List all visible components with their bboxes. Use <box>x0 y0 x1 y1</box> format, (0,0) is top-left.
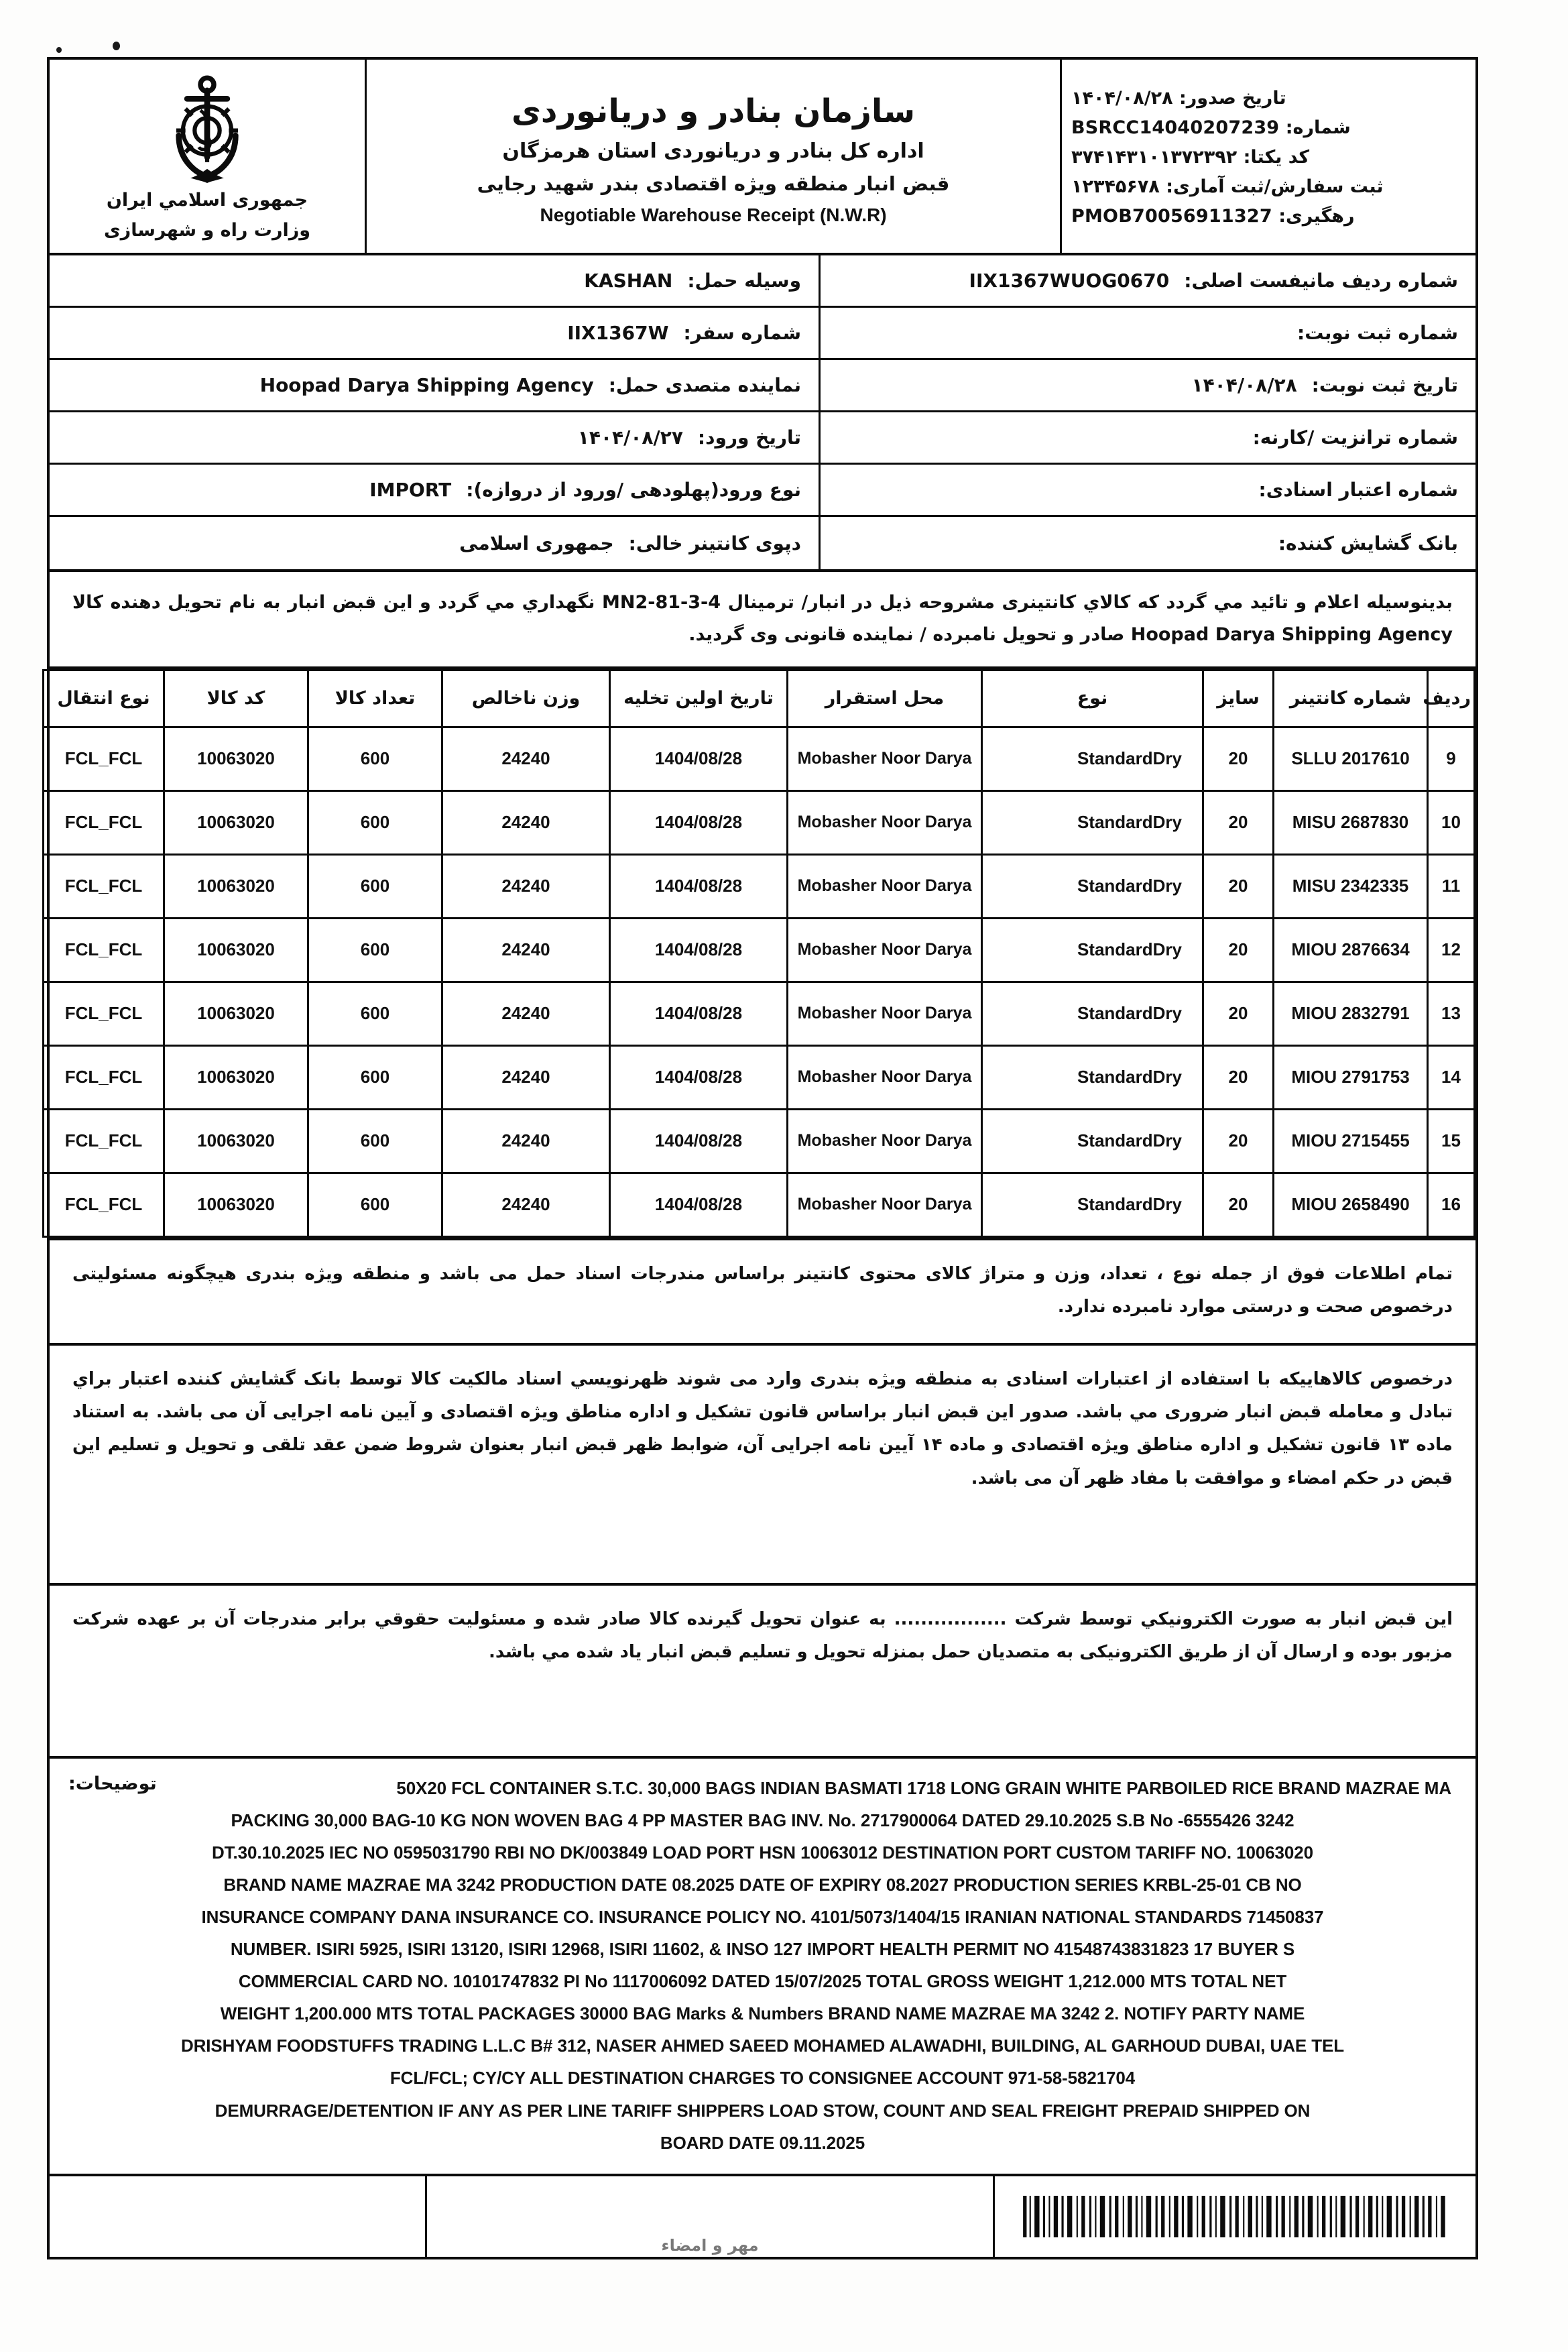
header-reference-block <box>1060 60 1475 253</box>
carrier-agent-value: Hoopad Darya Shipping Agency <box>259 374 594 397</box>
transit-carnet-number-field <box>821 412 1475 465</box>
shipment-info-grid <box>50 255 1475 572</box>
manifest-row-number-value: IIX1367WUOG0670 <box>969 270 1170 292</box>
ministry-country-label: جمهوری اسلامي ایران <box>106 190 308 211</box>
col-header-quantity: تعداد کالا <box>308 670 442 727</box>
issue-date-value: ۱۴۰۴/۰۸/۲۸ <box>1071 87 1173 109</box>
cell-transfer-type: FCL_FCL <box>44 727 164 790</box>
info-column-left <box>819 255 1475 569</box>
remarks-line: FCL/FCL; CY/CY ALL DESTINATION CHARGES TO CONSIGNEE ACCOUNT 971-58-5821704 <box>389 2068 1136 2089</box>
cell-goods-code: 10063020 <box>164 982 308 1045</box>
cell-container-number: MIOU 2832791 <box>1274 982 1428 1045</box>
document-header <box>50 60 1475 255</box>
cell-gross-weight: 24240 <box>442 982 610 1045</box>
cell-first-discharge-date: 1404/08/28 <box>610 727 788 790</box>
col-header-container-number: شماره کانتینر <box>1274 670 1428 727</box>
empty-container-depot-label: دپوی کانتینر خالی: <box>628 532 801 554</box>
cell-location: Mobasher Noor Darya <box>788 1173 982 1236</box>
cell-goods-code: 10063020 <box>164 854 308 918</box>
receipt-number-value: BSRCC14040207239 <box>1071 117 1280 138</box>
cell-transfer-type: FCL_FCL <box>44 1173 164 1236</box>
scan-speck <box>113 42 120 50</box>
cell-type: StandardDry <box>982 1109 1203 1173</box>
barcode-cell <box>993 2176 1475 2257</box>
footer-middle-cell <box>425 2174 993 2259</box>
issuing-bank-label: بانک گشایش کننده: <box>1278 532 1458 554</box>
cell-goods-code: 10063020 <box>164 790 308 854</box>
declaration-paragraph <box>50 572 1475 669</box>
letter-of-credit-number-field <box>821 465 1475 517</box>
cell-transfer-type: FCL_FCL <box>44 918 164 982</box>
voyage-number-label: شماره سفر: <box>683 322 801 345</box>
cell-size: 20 <box>1203 854 1274 918</box>
remarks-line: NUMBER. ISIRI 5925, ISIRI 13120, ISIRI 12968, ISIRI 11602, & INSO 127 IMPORT HEALTH PERMIT NO 41548743831823 17 BUYER S <box>230 1939 1295 1960</box>
col-header-size: سایز <box>1203 670 1274 727</box>
vessel-label: وسیله حمل: <box>687 270 801 292</box>
cell-quantity: 600 <box>308 727 442 790</box>
cell-gross-weight: 24240 <box>442 790 610 854</box>
cell-size: 20 <box>1203 982 1274 1045</box>
remarks-line: INSURANCE COMPANY DANA INSURANCE CO. INSURANCE POLICY NO. 4101/5073/1404/15 IRANIAN NATIONAL STANDARDS 71450837 <box>201 1906 1324 1927</box>
manifest-row-number-field <box>821 255 1475 308</box>
cell-goods-code: 10063020 <box>164 727 308 790</box>
delivering-agency-name: Hoopad Darya Shipping Agency <box>1130 624 1453 645</box>
entry-type-label: نوع ورود(پهلودهی /ورود از دروازه): <box>466 479 801 502</box>
remarks-line: BRAND NAME MAZRAE MA 3242 PRODUCTION DATE 08.2025 DATE OF EXPIRY 08.2027 PRODUCTION SERIES KRBL-25-01 CB NO <box>223 1874 1302 1895</box>
declaration-part2: نگهداري مي گردد و این قبض انبار به نام تحویل دهنده کالا <box>72 592 595 613</box>
cell-container-number: MISU 2342335 <box>1274 854 1428 918</box>
cell-size: 20 <box>1203 1173 1274 1236</box>
cell-goods-code: 10063020 <box>164 1173 308 1236</box>
cell-container-number: MIOU 2715455 <box>1274 1109 1428 1173</box>
order-registration-label: ثبت سفارش/ثبت آماری: <box>1166 176 1384 197</box>
table-row <box>44 790 1475 854</box>
cell-size: 20 <box>1203 790 1274 854</box>
letter-of-credit-number-label: شماره اعتبار اسنادی: <box>1258 479 1458 502</box>
col-header-row-index: ردیف <box>1428 670 1475 727</box>
container-table <box>42 669 1475 1238</box>
cell-gross-weight: 24240 <box>442 727 610 790</box>
cell-transfer-type: FCL_FCL <box>44 854 164 918</box>
unique-code-label: کد یکتا: <box>1243 146 1310 168</box>
cell-transfer-type: FCL_FCL <box>44 982 164 1045</box>
cell-first-discharge-date: 1404/08/28 <box>610 918 788 982</box>
cell-gross-weight: 24240 <box>442 1173 610 1236</box>
anchor-ships-wheel-emblem-icon <box>157 70 257 183</box>
cell-gross-weight: 24240 <box>442 1109 610 1173</box>
table-row <box>44 1045 1475 1109</box>
entry-type-field <box>50 465 819 517</box>
issue-date-label: تاریخ صدور: <box>1179 87 1286 109</box>
cell-first-discharge-date: 1404/08/28 <box>610 982 788 1045</box>
order-registration-line <box>1071 176 1458 197</box>
cell-quantity: 600 <box>308 1045 442 1109</box>
arrival-date-field <box>50 412 819 465</box>
cell-location: Mobasher Noor Darya <box>788 918 982 982</box>
remarks-body <box>68 1772 1457 2159</box>
document-footer <box>50 2174 1475 2257</box>
cell-quantity: 600 <box>308 790 442 854</box>
table-row <box>44 854 1475 918</box>
table-header-row <box>44 670 1475 727</box>
arrival-date-label: تاریخ ورود: <box>697 426 801 449</box>
cell-quantity: 600 <box>308 854 442 918</box>
arrival-date-value: ۱۴۰۴/۰۸/۲۷ <box>577 426 683 449</box>
remarks-line: 50X20 FCL CONTAINER S.T.C. 30,000 BAGS INDIAN BASMATI 1718 LONG GRAIN WHITE PARBOILED RICE BRAND MAZRAE MA <box>396 1777 1451 1798</box>
receipt-sheet <box>47 57 1478 2259</box>
cell-location: Mobasher Noor Darya <box>788 854 982 918</box>
cell-location: Mobasher Noor Darya <box>788 790 982 854</box>
cell-quantity: 600 <box>308 1109 442 1173</box>
manifest-row-number-label: شماره ردیف مانیفست اصلی: <box>1184 270 1458 292</box>
transit-carnet-number-label: شماره ترانزیت /کارنه: <box>1252 426 1458 449</box>
disclaimer-note-3: این قبض انبار به صورت الکترونیکي توسط شرکت ................. به عنوان تحویل گیرنده کالا صادر شده و مسئولیت حقوقي برابر مندرجات آن بر عهده شرکت مزبور بوده و ارسال آن از طریق الکترونیکی به متصدیان حمل بمنزله تحویل و تسلیم قبض انبار یاد شده مي باشد. <box>50 1583 1475 1756</box>
cell-type: StandardDry <box>982 854 1203 918</box>
col-header-gross-weight: وزن ناخالص <box>442 670 610 727</box>
turn-registration-date-value: ۱۴۰۴/۰۸/۲۸ <box>1191 374 1297 397</box>
issue-date-line <box>1071 88 1458 109</box>
turn-registration-number-field <box>821 308 1475 360</box>
cell-gross-weight: 24240 <box>442 1045 610 1109</box>
page-title: سازمان بنادر و دریانوردی <box>511 92 916 130</box>
title-english: Negotiable Warehouse Receipt (N.W.R) <box>540 204 887 225</box>
table-row <box>44 1173 1475 1236</box>
disclaimer-note-2: درخصوص کالاهاییکه با استفاده از اعتبارات اسنادی به منطقه ویژه بندری وارد می شوند ظهرنویسي اسناد مالکیت کالا توسط بانک گشایش کننده اعتبار براي تبادل و معامله قبض انبار ضروری مي باشد. صدور این قبض انبار براساس قانون تشکیل و اداره مناطق ویژه اقتصادی و آیین نامه اجرایی آن می باشد. به استناد ماده ۱۳ قانون تشکیل و اداره مناطق ویژه اقتصادی و ماده ۱۴ آیین نامه اجرایی آن، ضوابط ظهر قبض انبار بعنوان شروط ضمن عقد تلقی و تحویل و تسلیم این قبض در حکم امضاء و موافقت با مفاد ظهر آن می باشد. <box>50 1343 1475 1583</box>
empty-container-depot-field <box>50 517 819 569</box>
cell-type: StandardDry <box>982 982 1203 1045</box>
barcode-icon <box>1022 2196 1449 2237</box>
tracking-label: رهگیری: <box>1278 205 1355 227</box>
cell-first-discharge-date: 1404/08/28 <box>610 790 788 854</box>
cell-goods-code: 10063020 <box>164 1045 308 1109</box>
unique-code-value: ۳۷۴۱۴۳۱۰۱۳۷۲۳۹۲ <box>1071 146 1238 168</box>
turn-registration-date-field <box>821 360 1475 412</box>
scan-speck <box>56 47 62 53</box>
cell-first-discharge-date: 1404/08/28 <box>610 1109 788 1173</box>
cell-gross-weight: 24240 <box>442 854 610 918</box>
carrier-agent-label: نماینده متصدی حمل: <box>608 374 801 397</box>
header-emblem-block <box>50 60 365 253</box>
info-column-right <box>50 255 819 569</box>
ministry-name-label: وزارت راه و شهرسازی <box>103 220 311 241</box>
table-row <box>44 1109 1475 1173</box>
col-header-transfer-type: نوع انتقال <box>44 670 164 727</box>
voyage-number-value: IIX1367W <box>567 322 669 345</box>
cell-size: 20 <box>1203 918 1274 982</box>
cell-goods-code: 10063020 <box>164 1109 308 1173</box>
cell-container-number: SLLU 2017610 <box>1274 727 1428 790</box>
cell-quantity: 600 <box>308 1173 442 1236</box>
voyage-number-field <box>50 308 819 360</box>
turn-registration-number-label: شماره ثبت نوبت: <box>1297 322 1458 345</box>
remarks-line: DEMURRAGE/DETENTION IF ANY AS PER LINE TARIFF SHIPPERS LOAD STOW, COUNT AND SEAL FREIGHT PREPAID SHIPPED ON <box>215 2100 1311 2121</box>
col-header-first-discharge-date: تاریخ اولین تخلیه <box>610 670 788 727</box>
turn-registration-date-label: تاریخ ثبت نوبت: <box>1311 374 1458 397</box>
cell-transfer-type: FCL_FCL <box>44 1109 164 1173</box>
footer-right-cell <box>50 2174 425 2259</box>
receipt-number-label: شماره: <box>1285 117 1351 138</box>
table-row <box>44 918 1475 982</box>
declaration-part3: صادر و تحویل نامبرده / نماینده قانونی وی گردید. <box>688 624 1125 645</box>
cell-size: 20 <box>1203 727 1274 790</box>
remarks-line: WEIGHT 1,200.000 MTS TOTAL PACKAGES 30000 BAG Marks & Numbers BRAND NAME MAZRAE MA 3242 2. NOTIFY PARTY NAME <box>220 2003 1305 2024</box>
carrier-agent-field <box>50 360 819 412</box>
cell-type: StandardDry <box>982 790 1203 854</box>
signature-stamp-label: مهر و امضاء <box>661 2235 759 2255</box>
table-row <box>44 982 1475 1045</box>
entry-type-value: IMPORT <box>369 479 452 502</box>
cell-row-index: 13 <box>1428 982 1475 1045</box>
cell-location: Mobasher Noor Darya <box>788 727 982 790</box>
cell-row-index: 12 <box>1428 918 1475 982</box>
cell-location: Mobasher Noor Darya <box>788 1109 982 1173</box>
receipt-number-line <box>1071 117 1458 138</box>
cell-type: StandardDry <box>982 1173 1203 1236</box>
cell-first-discharge-date: 1404/08/28 <box>610 854 788 918</box>
cell-row-index: 11 <box>1428 854 1475 918</box>
cell-type: StandardDry <box>982 727 1203 790</box>
cell-row-index: 15 <box>1428 1109 1475 1173</box>
col-header-goods-code: کد کالا <box>164 670 308 727</box>
cell-row-index: 14 <box>1428 1045 1475 1109</box>
cell-container-number: MIOU 2876634 <box>1274 918 1428 982</box>
remarks-line: DT.30.10.2025 IEC NO 0595031790 RBI NO DK/003849 LOAD PORT HSN 10063012 DESTINATION PORT CUSTOM TARIFF NO. 10063020 <box>211 1842 1314 1863</box>
cell-location: Mobasher Noor Darya <box>788 982 982 1045</box>
cell-container-number: MIOU 2791753 <box>1274 1045 1428 1109</box>
cell-transfer-type: FCL_FCL <box>44 790 164 854</box>
cell-row-index: 10 <box>1428 790 1475 854</box>
cell-type: StandardDry <box>982 918 1203 982</box>
issuing-bank-field <box>821 517 1475 569</box>
cell-row-index: 16 <box>1428 1173 1475 1236</box>
cell-container-number: MIOU 2658490 <box>1274 1173 1428 1236</box>
tracking-line <box>1071 206 1458 227</box>
cell-row-index: 9 <box>1428 727 1475 790</box>
header-title-block <box>365 60 1060 253</box>
disclaimer-note-1: تمام اطلاعات فوق از جمله نوع ، تعداد، وزن و متراژ کالای محتوی کانتینر براساس مندرجات اسناد حمل می باشد و منطقه ویژه بندری هیچگونه مسئولیتی درخصوص صحت و درستی موارد نامبرده ندارد. <box>50 1238 1475 1343</box>
cell-type: StandardDry <box>982 1045 1203 1109</box>
terminal-code: MN2-81-3-4 <box>602 592 721 613</box>
remarks-line: COMMERCIAL CARD NO. 10101747832 PI No 1117006092 DATED 15/07/2025 TOTAL GROSS WEIGHT 1,212.000 MTS TOTAL NET <box>238 1971 1287 1992</box>
cell-container-number: MISU 2687830 <box>1274 790 1428 854</box>
col-header-location: محل استقرار <box>788 670 982 727</box>
declaration-part1: بدینوسیله اعلام و تائید مي گردد که کالاي کانتینری مشروحه ذیل در انبار/ ترمینال <box>727 592 1453 613</box>
container-table-body <box>44 727 1475 1236</box>
unique-code-line <box>1071 147 1458 168</box>
title-subline-document: قبض انبار منطقه ویژه اقتصادی بندر شهید رجایی <box>477 172 950 195</box>
cell-transfer-type: FCL_FCL <box>44 1045 164 1109</box>
tracking-value: PMOB70056911327 <box>1071 205 1272 227</box>
empty-container-depot-value: جمهوری اسلامی <box>459 532 614 554</box>
cell-goods-code: 10063020 <box>164 918 308 982</box>
remarks-line: BOARD DATE 09.11.2025 <box>660 2132 865 2153</box>
vessel-value: KASHAN <box>584 270 673 292</box>
title-subline-province: اداره کل بنادر و دریانوردی استان هرمزگان <box>502 139 924 163</box>
order-registration-value: ۱۲۳۴۵۶۷۸ <box>1071 176 1160 197</box>
col-header-type: نوع <box>982 670 1203 727</box>
remarks-line: PACKING 30,000 BAG-10 KG NON WOVEN BAG 4 PP MASTER BAG INV. No. 2717900064 DATED 29.10.2025 S.B No -6555426 3242 <box>231 1810 1294 1830</box>
cell-size: 20 <box>1203 1109 1274 1173</box>
cell-location: Mobasher Noor Darya <box>788 1045 982 1109</box>
cell-quantity: 600 <box>308 918 442 982</box>
cell-gross-weight: 24240 <box>442 918 610 982</box>
remarks-block <box>50 1756 1475 2174</box>
cell-quantity: 600 <box>308 982 442 1045</box>
remarks-line: DRISHYAM FOODSTUFFS TRADING L.L.C B# 312, NASER AHMED SAEED MOHAMED ALAWADHI, BUILDING, AL GARHOUD DUBAI, UAE TEL <box>180 2036 1345 2056</box>
vessel-field <box>50 255 819 308</box>
cell-first-discharge-date: 1404/08/28 <box>610 1045 788 1109</box>
remarks-label: توضیحات: <box>68 1773 157 1794</box>
cell-first-discharge-date: 1404/08/28 <box>610 1173 788 1236</box>
cell-size: 20 <box>1203 1045 1274 1109</box>
table-row <box>44 727 1475 790</box>
